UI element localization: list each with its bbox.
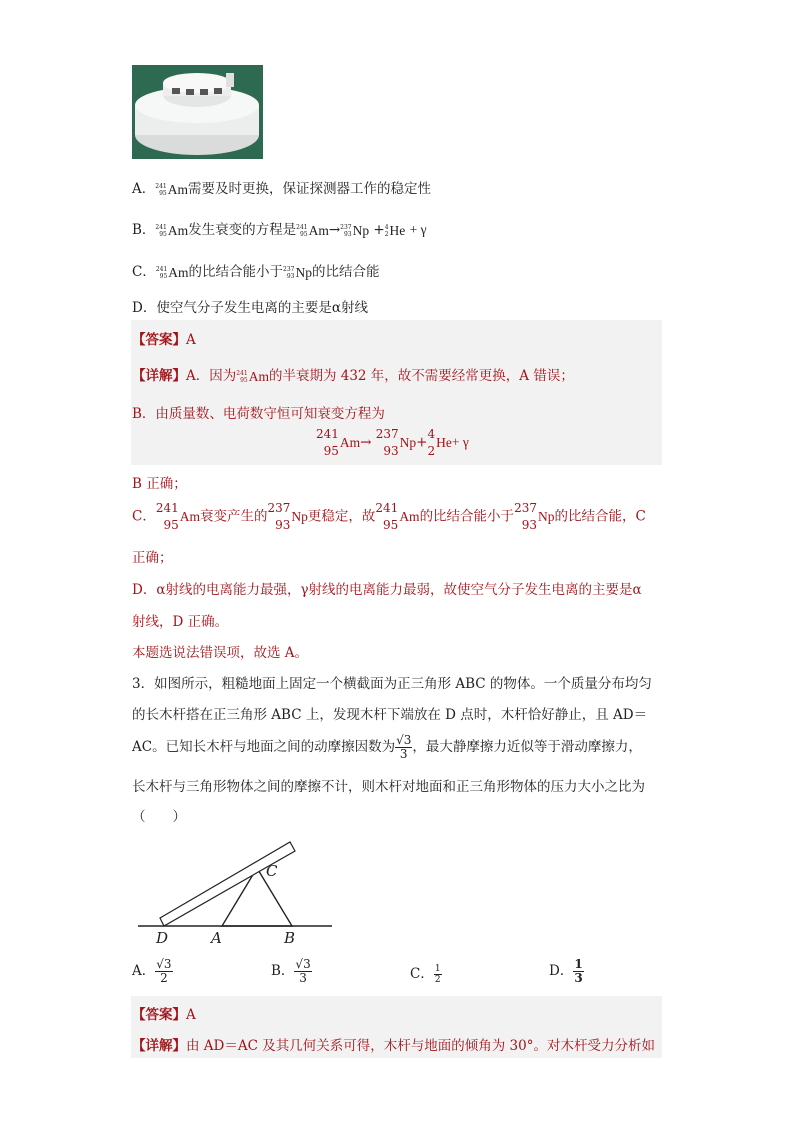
q2-detail-line8: 射线，D 正确。 bbox=[132, 614, 229, 630]
q2-detail-line6: 正确； bbox=[132, 550, 173, 566]
q3-option-c: C． $\frac{1}{2}$ bbox=[410, 964, 441, 985]
q2-detail-line2: B．由质量数、电荷数守恒可知衰变方程为 bbox=[132, 406, 385, 422]
mu-fraction: $\frac{√3}{3}$ bbox=[396, 733, 412, 761]
triangle-figure bbox=[134, 838, 334, 948]
q3-line5: （ ） bbox=[132, 809, 186, 825]
q2-answer: 【答案】A bbox=[132, 332, 196, 348]
option-a: A． 241 95 Am 需要及时更换，保证探测器工作的稳定性 bbox=[132, 181, 431, 197]
q3-line2: 的长木杆搭在正三角形 ABC 上，发现木杆下端放在 D 点时，木杆恰好静止，且 AD＝ bbox=[132, 707, 648, 723]
q3-detail: 【详解】由 AD＝AC 及其几何关系可得，木杆与地面的倾角为 30°。对木杆受力分析如 bbox=[132, 1038, 655, 1054]
label-c: C bbox=[266, 862, 278, 880]
smoke-detector-icon bbox=[132, 65, 263, 159]
q3-answer: 【答案】A bbox=[132, 1007, 196, 1023]
label-d: D bbox=[156, 929, 169, 947]
label-b: B bbox=[284, 929, 296, 947]
q3-option-b: B． $\frac{√3}{3}$ bbox=[271, 957, 311, 985]
q3-line1: 3．如图所示，粗糙地面上固定一个横截面为正三角形 ABC 的物体。一个质量分布均匀 bbox=[132, 676, 652, 692]
q2-detail-line7: D．α射线的电离能力最强，γ射线的电离能力最弱，故使空气分子发生电离的主要是α bbox=[132, 582, 642, 598]
q3-line3: AC。已知长木杆与地面之间的动摩擦因数为 $\frac{√3}{3}$ ，最大静摩擦力近似等于滑动摩擦力， bbox=[132, 733, 642, 761]
q3-line4: 长木杆与三角形物体之间的摩擦不计，则木杆对地面和正三角形物体的压力大小之比为 bbox=[132, 779, 645, 795]
q2-detail-line4: B 正确； bbox=[132, 476, 187, 492]
q2-detail-line1: 【详解】A．因为 241 95 Am 的半衰期为 432 年，故不需要经常更换，A 错误； bbox=[132, 368, 574, 384]
option-c: C． 241 95 Am 的比结合能小于 237 93 Np 的比结合能 bbox=[132, 264, 380, 280]
q2-detail-line5: C． 241 95 Am 衰变产生的 237 93 Np 更稳定，故 241 95 Am 的比结合能小于 237 93 Np 的比结合能，C bbox=[132, 501, 646, 532]
label-a: A bbox=[211, 929, 222, 947]
option-d: D．使空气分子发生电离的主要是α射线 bbox=[132, 300, 368, 316]
decay-equation: 241 95 Am → 237 93 Np + 4 2 He + γ bbox=[316, 427, 469, 458]
q2-detail-line9: 本题选说法错误项，故选 A。 bbox=[132, 645, 309, 661]
q3-option-a: A． $\frac{√3}{2}$ bbox=[132, 957, 172, 985]
smoke-detector-photo bbox=[132, 65, 263, 159]
option-b: B． 241 95 Am 发生衰变的方程是 241 95 Am → 237 93 Np + 4 2 He + γ bbox=[132, 222, 427, 238]
wooden-rod bbox=[160, 842, 295, 926]
q3-option-d: D． $\frac{1}{3}$ bbox=[549, 957, 583, 985]
